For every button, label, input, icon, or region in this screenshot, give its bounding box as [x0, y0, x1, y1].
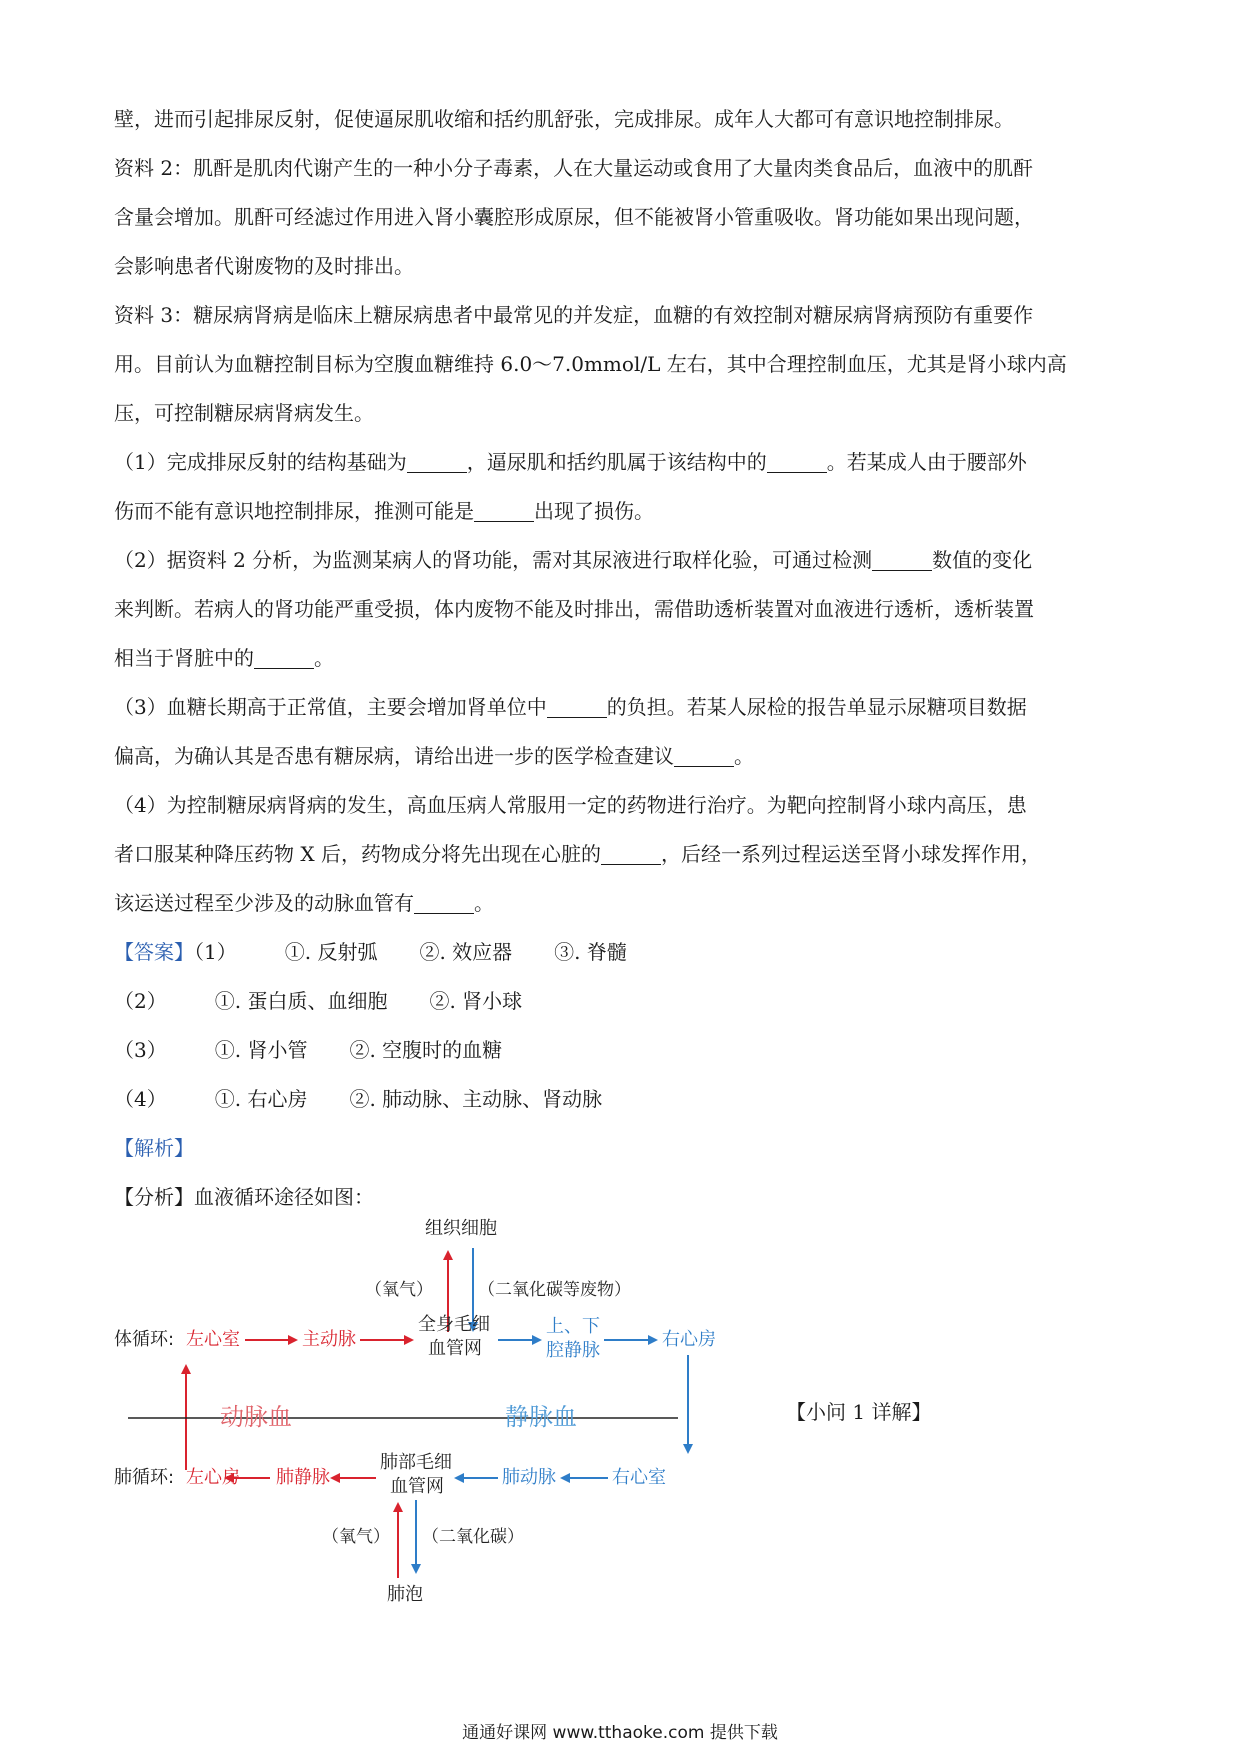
lung-capillary-label-2: 血管网	[390, 1476, 444, 1497]
answer-blank	[407, 450, 467, 473]
pulmonary-circulation-label: 肺循环:	[114, 1467, 175, 1488]
aorta-label: 主动脉	[302, 1329, 356, 1350]
pulmonary-artery-label: 肺动脉	[502, 1467, 556, 1488]
question-2-line-1: （2）据资料 2 分析，为监测某病人的肾功能，需对其尿液进行取样化验，可通过检测 数值的变化	[114, 548, 1033, 572]
answer-row-2: （2） ①. 蛋白质、血细胞 ②. 肾小球	[114, 989, 523, 1013]
right-atrium-label: 右心房	[662, 1329, 716, 1350]
paragraph-line: 资料 3：糖尿病肾病是临床上糖尿病患者中最常见的并发症，血糖的有效控制对糖尿病肾病预防有重要作	[114, 303, 1034, 327]
answer-tag: 【答案】	[114, 940, 194, 964]
answer-blank	[674, 744, 734, 767]
question-3-line-2: 偏高，为确认其是否患有糖尿病，请给出进一步的医学检查建议 。	[114, 744, 754, 768]
vena-cava-label-2: 腔静脉	[546, 1340, 600, 1361]
paragraph-line: 压，可控制糖尿病肾病发生。	[114, 401, 374, 425]
oxygen-label-lung: （氧气）	[322, 1527, 390, 1547]
answer-blank	[601, 842, 661, 865]
answer-blank	[767, 450, 827, 473]
paragraph-line: 用。目前认为血糖控制目标为空腹血糖维持 6.0～7.0mmol/L 左右，其中合理控制血压，尤其是肾小球内高	[114, 352, 1067, 376]
sub-question-1-explanation: 【小问 1 详解】	[786, 1400, 932, 1424]
answer-blank	[474, 499, 534, 522]
co2-label-lung: （二氧化碳）	[422, 1527, 524, 1547]
lung-capillary-label-1: 肺部毛细	[380, 1452, 452, 1473]
paragraph-line: 含量会增加。肌酐可经滤过作用进入肾小囊腔形成原尿，但不能被肾小管重吸收。肾功能如果出现问题，	[114, 205, 1034, 229]
oxygen-label: （氧气）	[365, 1280, 433, 1300]
vena-cava-label-1: 上、下	[546, 1316, 600, 1337]
pulmonary-vein-label: 肺静脉	[276, 1467, 330, 1488]
answer-blank	[254, 646, 314, 669]
venous-blood-label: 静脉血	[505, 1403, 577, 1431]
co2-waste-label: （二氧化碳等废物）	[478, 1280, 631, 1300]
document-body	[114, 98, 1134, 1225]
answer-row-4: （4） ①. 右心房 ②. 肺动脉、主动脉、肾动脉	[114, 1087, 603, 1111]
answer-blank	[872, 548, 932, 571]
right-ventricle-label: 右心室	[612, 1467, 666, 1488]
tissue-cell-label: 组织细胞	[425, 1218, 497, 1239]
answer-blank	[547, 695, 607, 718]
body-capillary-label-1: 全身毛细	[418, 1314, 490, 1335]
left-ventricle-label: 左心室	[186, 1329, 240, 1350]
arterial-blood-label: 动脉血	[220, 1403, 292, 1431]
paragraph-line: 壁，进而引起排尿反射，促使逼尿肌收缩和括约肌舒张，完成排尿。成年人大都可有意识地控制排尿。	[114, 107, 1014, 131]
analysis-tag-line	[114, 1127, 1134, 1176]
answer-row-1: 【答案】（1） ①. 反射弧 ②. 效应器 ③. 脊髓	[114, 940, 627, 964]
question-1-line-1: （1）完成排尿反射的结构基础为 ，逼尿肌和括约肌属于该结构中的 。若某成人由于腰部外	[114, 450, 1027, 474]
question-3-line-1: （3）血糖长期高于正常值，主要会增加肾单位中 的负担。若某人尿检的报告单显示尿糖项目数据	[114, 695, 1027, 719]
paragraph-line: 资料 2：肌酐是肌肉代谢产生的一种小分子毒素，人在大量运动或食用了大量肉类食品后，血液中的肌酐	[114, 156, 1034, 180]
answer-blank	[414, 891, 474, 914]
question-4-line-3: 该运送过程至少涉及的动脉血管有 。	[114, 891, 494, 915]
analysis-intro: 【分析】血液循环途径如图：	[114, 1185, 374, 1209]
left-atrium-label: 左心房	[186, 1467, 240, 1488]
alveoli-label: 肺泡	[387, 1584, 423, 1605]
question-2-line-3: 相当于肾脏中的 。	[114, 646, 334, 670]
body-capillary-label-2: 血管网	[428, 1338, 482, 1359]
question-4-line-1: （4）为控制糖尿病肾病的发生，高血压病人常服用一定的药物进行治疗。为靶向控制肾小球内高压，患	[114, 793, 1027, 817]
analysis-tag: 【解析】	[114, 1136, 194, 1160]
question-2-line-2: 来判断。若病人的肾功能严重受损，体内废物不能及时排出，需借助透析装置对血液进行透析，透析装置	[114, 597, 1034, 621]
paragraph-line: 会影响患者代谢废物的及时排出。	[114, 254, 414, 278]
question-4-line-2: 者口服某种降压药物 X 后，药物成分将先出现在心脏的 ，后经一系列过程运送至肾小球发挥作用，	[114, 842, 1041, 866]
answer-row-3: （3） ①. 肾小管 ②. 空腹时的血糖	[114, 1038, 503, 1062]
question-1-line-2: 伤而不能有意识地控制排尿，推测可能是 出现了损伤。	[114, 499, 654, 523]
page-footer: 通通好课网 www.tthaoke.com 提供下载	[462, 1723, 778, 1743]
systemic-circulation-label: 体循环:	[114, 1329, 175, 1350]
